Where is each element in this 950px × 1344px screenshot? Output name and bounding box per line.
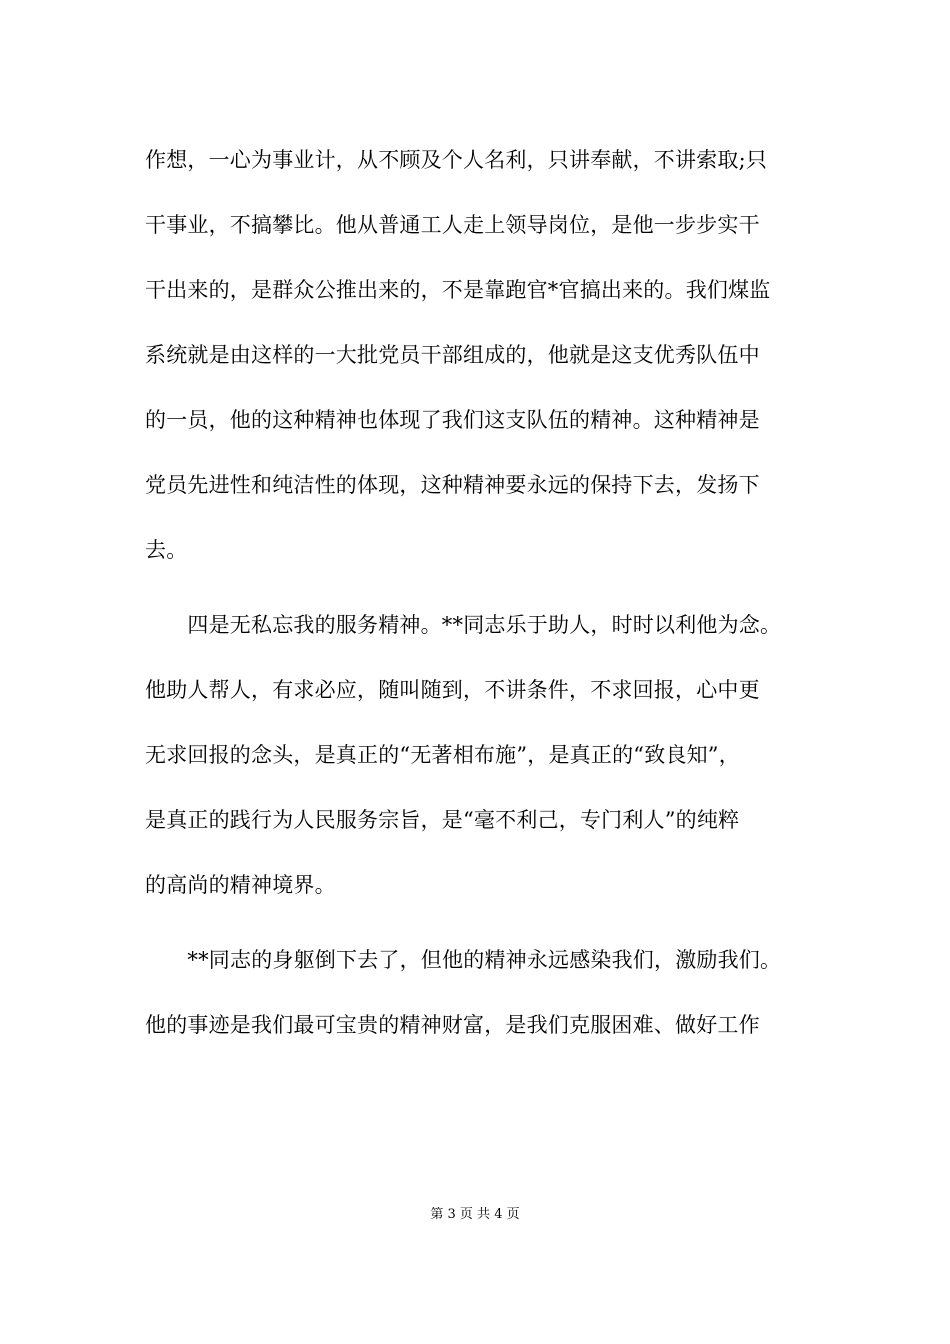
text-line: 的高尚的精神境界。 [145, 873, 336, 897]
text-line: 四是无私忘我的服务精神。**同志乐于助人，时时以利他为念。 [145, 613, 782, 637]
text-line: 党员先进性和纯洁性的体现，这种精神要永远的保持下去，发扬下 [145, 473, 760, 497]
text-line: 系统就是由这样的一大批党员干部组成的，他就是这支优秀队伍中 [145, 343, 760, 367]
text-line: 是真正的践行为人民服务宗旨，是“毫不利己，专门利人”的纯粹 [145, 808, 740, 832]
text-line: 干事业，不搞攀比。他从普通工人走上领导岗位，是他一步步实干 [145, 213, 760, 237]
text-line: 去。 [145, 538, 188, 562]
body-text [145, 128, 810, 1058]
text-line: 无求回报的念头，是真正的“无著相布施”，是真正的“致良知”， [145, 743, 740, 767]
text-line: 的一员，他的这种精神也体现了我们这支队伍的精神。这种精神是 [145, 408, 760, 432]
text-line: **同志的身躯倒下去了，但他的精神永远感染我们，激励我们。 [145, 948, 782, 972]
page-number-label: 第 3 页 共 4 页 [430, 1207, 520, 1222]
text-line: 作想，一心为事业计，从不顾及个人名利，只讲奉献，不讲索取;只 [145, 148, 768, 172]
text-line: 他助人帮人，有求必应，随叫随到，不讲条件，不求回报，心中更 [145, 678, 760, 702]
text-line: 干出来的，是群众公推出来的，不是靠跑官*官搞出来的。我们煤监 [145, 278, 771, 302]
text-line: 他的事迹是我们最可宝贵的精神财富，是我们克服困难、做好工作 [145, 1013, 760, 1037]
page-footer [0, 1205, 950, 1225]
